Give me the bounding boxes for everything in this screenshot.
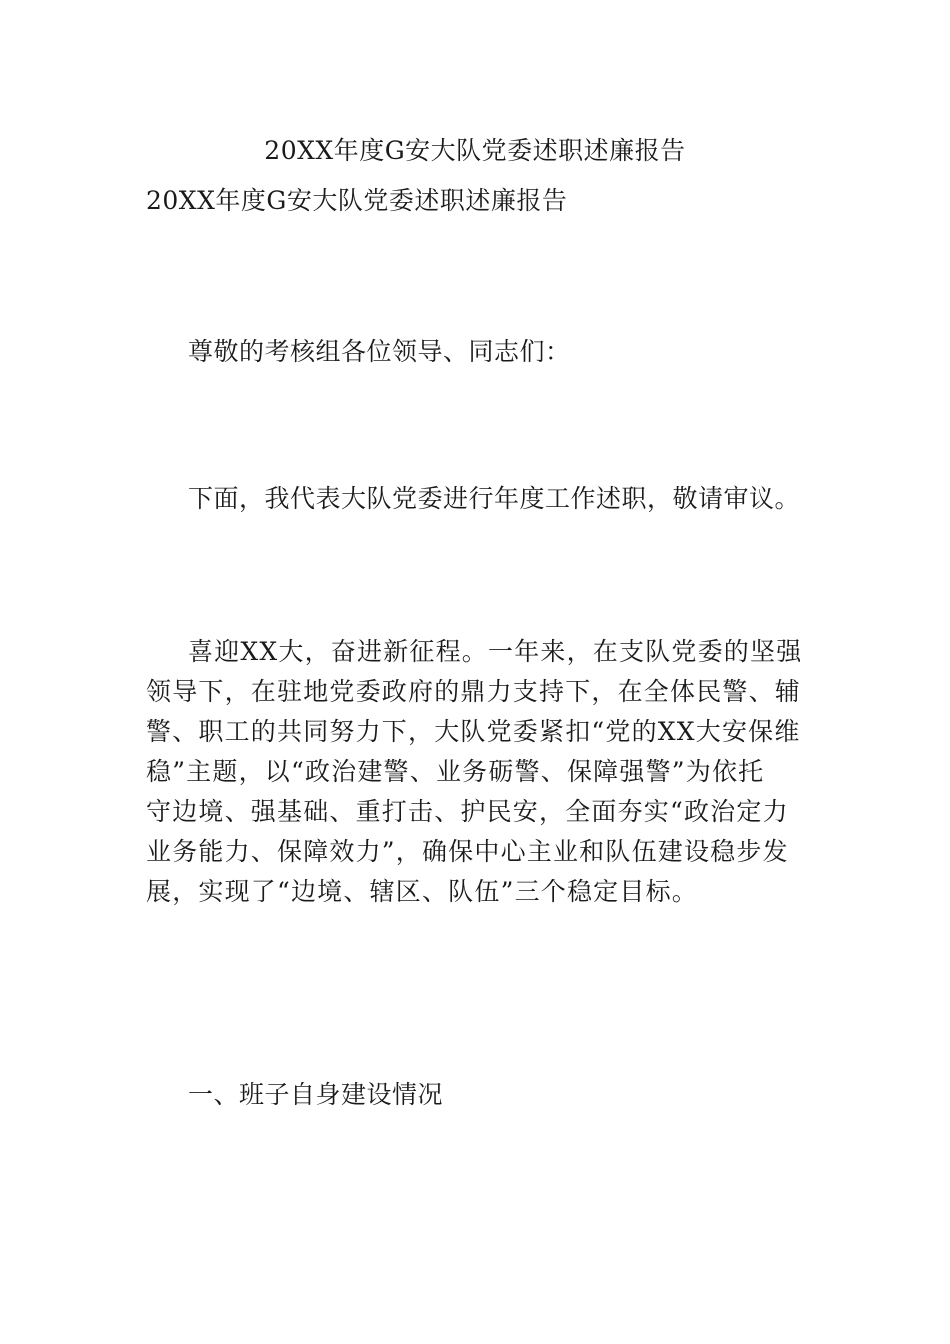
section-heading: 一、班子自身建设情况 bbox=[188, 1080, 444, 1109]
document-subtitle: 20XX年度G安大队党委述职述廉报告 bbox=[146, 186, 568, 215]
salutation: 尊敬的考核组各位领导、同志们： bbox=[188, 337, 571, 366]
intro-paragraph: 下面，我代表大队党委进行年度工作述职，敬请审议。 bbox=[188, 484, 801, 513]
paragraph-line: 警、职工的共同努力下，大队党委紧扣“党的XX大安保维 bbox=[146, 717, 801, 746]
paragraph-line: 稳”主题，以“政治建警、业务砺警、保障强警”为依托 bbox=[146, 757, 765, 786]
paragraph-line: 喜迎XX大，奋进新征程。一年来，在支队党委的坚强 bbox=[188, 637, 803, 666]
document-title: 20XX年度G安大队党委述职述廉报告 bbox=[264, 136, 686, 165]
body-paragraph bbox=[146, 632, 808, 912]
paragraph-line: 业务能力、保障效力”，确保中心主业和队伍建设稳步发 bbox=[146, 837, 789, 866]
paragraph-line: 守边境、强基础、重打击、护民安，全面夯实“政治定力 bbox=[146, 797, 789, 826]
paragraph-line: 领导下，在驻地党委政府的鼎力支持下，在全体民警、辅 bbox=[146, 677, 802, 706]
paragraph-line: 展，实现了“边境、辖区、队伍”三个稳定目标。 bbox=[146, 877, 698, 906]
